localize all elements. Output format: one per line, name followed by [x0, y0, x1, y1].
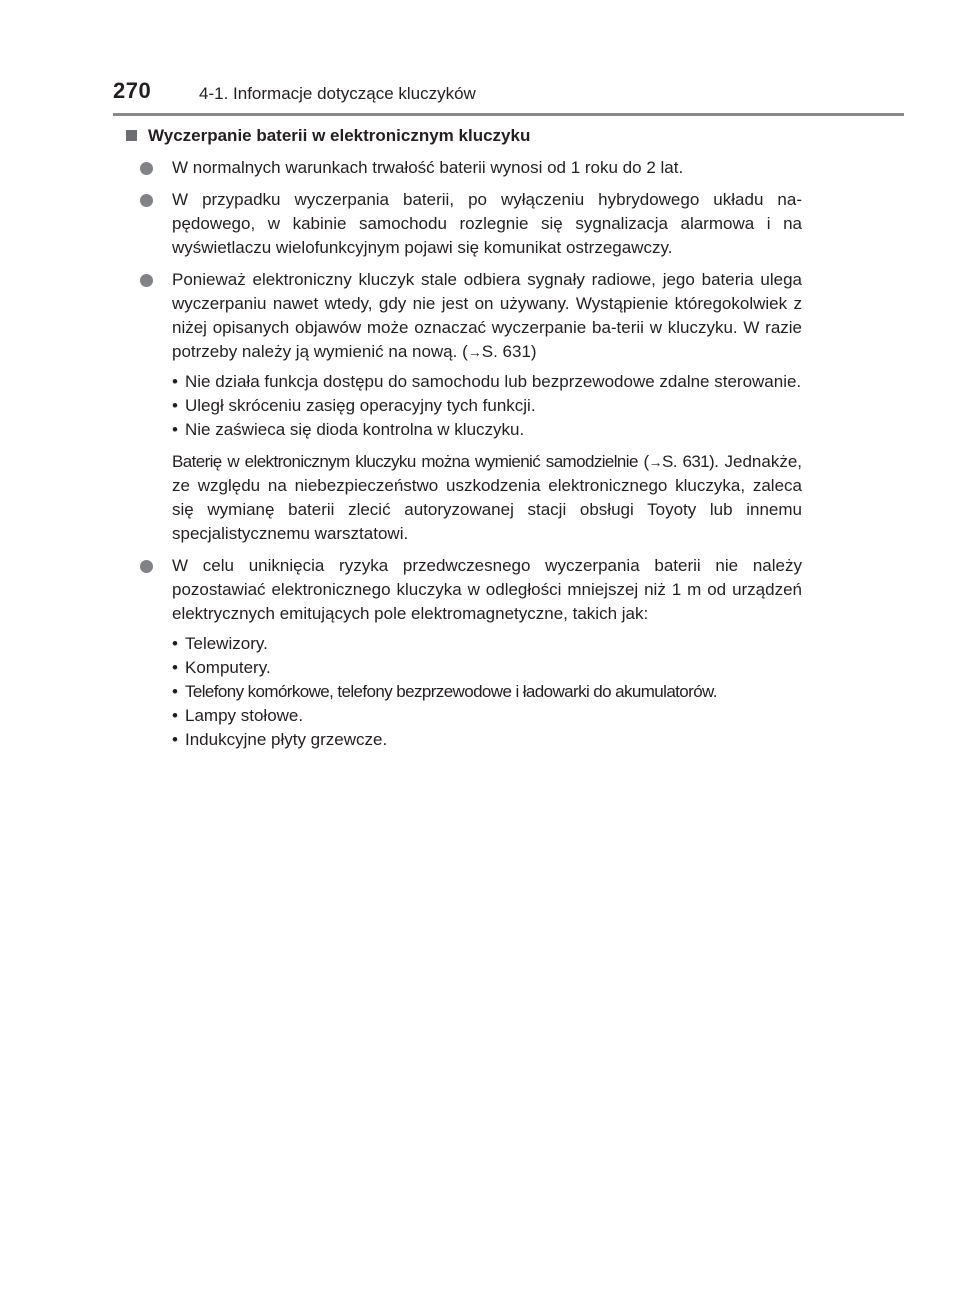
bullet-mark: •	[172, 706, 178, 725]
bullet-mark: •	[172, 682, 178, 701]
bullet-item	[126, 188, 802, 260]
bullet-mark: •	[172, 372, 178, 391]
list-item	[172, 656, 802, 680]
page-number: 270	[113, 78, 152, 103]
bullet-text: W przypadku wyczerpania baterii, po wyłączeniu hybrydowego układu na-pędowego, w kabinie samochodu rozlegnie się sygnalizacja alarmowa i na wyświetlaczu wielofunkcyjnym pojawi się komunikat ostrzegawczy.	[172, 190, 802, 257]
page-reference: S. 631)	[481, 342, 537, 361]
page-content	[126, 124, 802, 760]
section-heading-text: Wyczerpanie baterii w elektronicznym kluczyku	[148, 126, 531, 145]
bullet-text: Ponieważ elektroniczny kluczyk stale odbiera sygnały radiowe, jego bateria ulega wyczerpaniu nawet wtedy, gdy nie jest on używany. Wystąpienie któregokolwiek z niżej opisanych objawów może oznaczać wyczerpanie ba-terii w kluczyku. W razie potrzeby należy ją wymienić na nową. (	[172, 270, 802, 361]
list-item-text: Lampy stołowe.	[185, 706, 304, 725]
list-item	[172, 394, 802, 418]
list-item-text: Nie zaświeca się dioda kontrolna w kluczyku.	[185, 420, 525, 439]
section-heading	[126, 124, 802, 148]
symptom-list	[126, 370, 802, 442]
page-header	[113, 78, 903, 114]
bullet-mark: •	[172, 420, 178, 439]
list-item	[172, 728, 802, 752]
circle-bullet-icon	[140, 194, 153, 207]
circle-bullet-icon	[140, 560, 153, 573]
circle-bullet-icon	[140, 162, 153, 175]
list-item	[172, 418, 802, 442]
list-item-text: Uległ skróceniu zasięg operacyjny tych funkcji.	[185, 396, 536, 415]
bullet-text: W celu uniknięcia ryzyka przedwczesnego wyczerpania baterii nie należy pozostawiać elektronicznego kluczyka w odległości mniejszej niż 1 m od urządzeń elektrycznych emitujących pole elektromagnetyczne, takich jak:	[172, 556, 802, 623]
arrow-icon: →	[467, 344, 482, 360]
bullet-mark: •	[172, 658, 178, 677]
list-item-text: Indukcyjne płyty grzewcze.	[185, 730, 388, 749]
list-item-text: Nie działa funkcja dostępu do samochodu lub bezprzewodowe zdalne sterowanie.	[185, 372, 802, 391]
note-text: Baterię w elektronicznym kluczyku można wymienić samodzielnie (	[172, 452, 649, 471]
list-item	[172, 680, 802, 704]
bullet-mark: •	[172, 730, 178, 749]
circle-bullet-icon	[140, 274, 153, 287]
arrow-icon: →	[648, 454, 662, 470]
bullet-item	[126, 268, 802, 364]
page-reference: S. 631).	[661, 452, 719, 471]
list-item-text: Telefony komórkowe, telefony bezprzewodowe i ładowarki do akumulatorów.	[185, 682, 717, 701]
list-item	[172, 704, 802, 728]
list-item	[172, 632, 802, 656]
battery-note	[126, 450, 802, 546]
square-bullet-icon	[126, 130, 137, 141]
note-text-continued: Jednakże, ze względu na niebezpieczeństwo uszkodzenia elektronicznego kluczyka, zaleca się wymianę baterii zlecić autoryzowanej stacji obsługi Toyoty lub innemu specjalistycznemu warsztatowi.	[172, 452, 802, 543]
device-list	[126, 632, 802, 752]
bullet-mark: •	[172, 396, 178, 415]
list-item-text: Telewizory.	[185, 634, 268, 653]
bullet-mark: •	[172, 634, 178, 653]
bullet-item	[126, 554, 802, 626]
chapter-title: 4-1. Informacje dotyczące kluczyków	[199, 84, 476, 103]
list-item	[172, 370, 802, 394]
list-item-text: Komputery.	[185, 658, 271, 677]
header-divider	[113, 113, 904, 116]
bullet-item	[126, 156, 802, 180]
bullet-text: W normalnych warunkach trwałość baterii wynosi od 1 roku do 2 lat.	[172, 158, 684, 177]
